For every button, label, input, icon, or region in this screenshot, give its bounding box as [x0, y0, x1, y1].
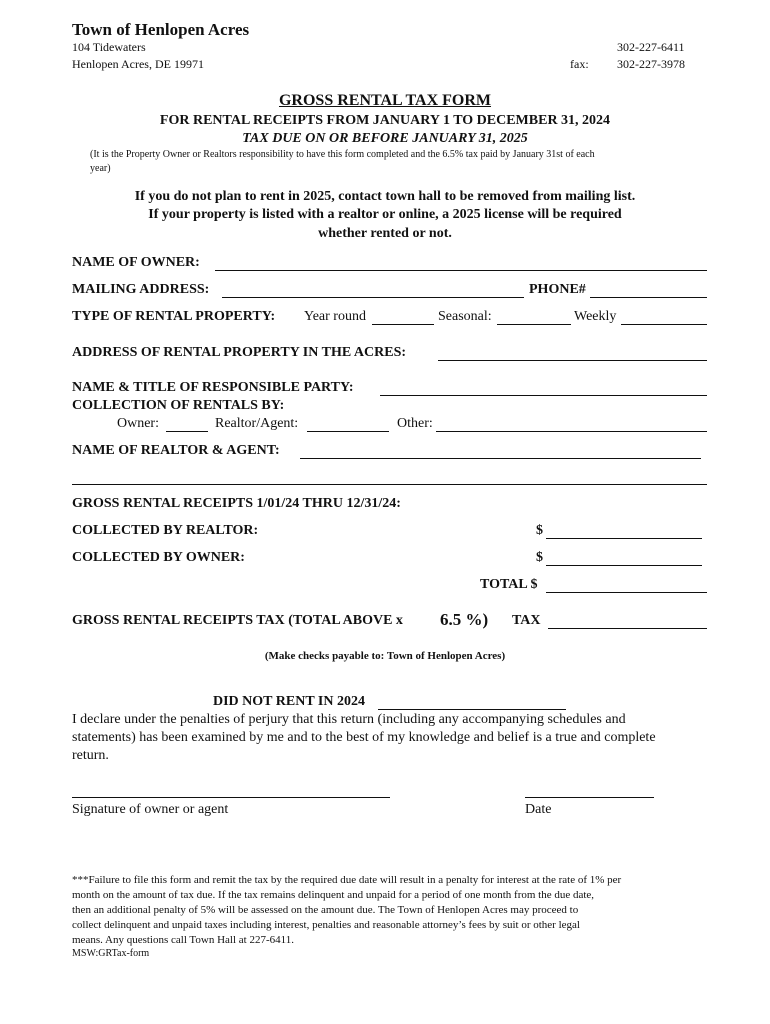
phone-field[interactable] [590, 297, 707, 298]
collection-by-label: COLLECTION OF RENTALS BY: [72, 398, 285, 413]
owner-option-field[interactable] [166, 431, 208, 432]
fax-number: 302-227-3978 [617, 57, 685, 71]
owner-name-label: NAME OF OWNER: [72, 255, 200, 270]
did-not-rent-label: DID NOT RENT IN 2024 [213, 694, 365, 709]
notice-line-2: If your property is listed with a realtor or online, a 2025 license will be required [148, 207, 622, 222]
declaration-line-3: return. [72, 748, 109, 763]
declaration-line-2: statements) has been examined by me and to the best of my knowledge and belief is a true and complete [72, 730, 656, 745]
owner-option-label: Owner: [117, 416, 159, 431]
fax-label: fax: [570, 57, 589, 71]
phone-label: PHONE# [529, 282, 586, 297]
form-due-date: TAX DUE ON OR BEFORE JANUARY 31, 2025 [242, 131, 528, 146]
rental-address-label: ADDRESS OF RENTAL PROPERTY IN THE ACRES: [72, 345, 407, 360]
mailing-address-field[interactable] [222, 297, 524, 298]
signature-field[interactable] [72, 797, 390, 798]
collected-by-owner-label: COLLECTED BY OWNER: [72, 550, 245, 565]
other-option-label: Other: [397, 416, 433, 431]
owner-dollar-sign: $ [536, 550, 543, 565]
realtor-agent-field[interactable] [300, 458, 701, 459]
city-address: Henlopen Acres, DE 19971 [72, 57, 204, 71]
rental-address-field[interactable] [438, 360, 707, 361]
did-not-rent-field[interactable] [378, 709, 566, 710]
seasonal-field[interactable] [497, 324, 571, 325]
year-round-field[interactable] [372, 324, 434, 325]
realtor-dollar-sign: $ [536, 523, 543, 538]
owner-name-field[interactable] [215, 270, 707, 271]
form-code: MSW:GRTax-form [72, 948, 150, 959]
collected-by-owner-field[interactable] [546, 565, 702, 566]
year-round-label: Year round [304, 309, 366, 324]
form-period: FOR RENTAL RECEIPTS FROM JANUARY 1 TO DECEMBER 31, 2024 [159, 113, 611, 128]
penalty-note-line-2: month on the amount of tax due. If the tax remains delinquent and unpaid for a period of one month from the due date, [72, 889, 595, 901]
penalty-note-line-3: then an additional penalty of 5% will be assessed on the amount due. The Town of Henlopen Acres may proceed to [72, 904, 579, 916]
tax-line-label: GROSS RENTAL RECEIPTS TAX (TOTAL ABOVE x [72, 613, 403, 628]
responsible-party-label: NAME & TITLE OF RESPONSIBLE PARTY: [72, 380, 354, 395]
collected-by-realtor-label: COLLECTED BY REALTOR: [72, 523, 259, 538]
town-name: Town of Henlopen Acres [72, 20, 250, 39]
date-label: Date [525, 802, 552, 817]
signature-label: Signature of owner or agent [72, 802, 229, 817]
seasonal-label: Seasonal: [438, 309, 492, 324]
penalty-note-line-5: means. Any questions call Town Hall at 227-6411. [72, 934, 294, 946]
collected-by-realtor-field[interactable] [546, 538, 702, 539]
responsible-party-field[interactable] [380, 395, 707, 396]
notice-line-1: If you do not plan to rent in 2025, contact town hall to be removed from mailing list. [134, 189, 636, 204]
property-type-label: TYPE OF RENTAL PROPERTY: [72, 309, 276, 324]
penalty-note-line-4: collect delinquent and unpaid taxes including interest, penalties and reasonable attorney’s fees by suit or other legal [72, 919, 580, 931]
tax-field[interactable] [548, 628, 707, 629]
responsibility-note: (It is the Property Owner or Realtors responsibility to have this form completed and the 6.5% tax paid by January 31st of each [90, 149, 595, 160]
mailing-address-label: MAILING ADDRESS: [72, 282, 210, 297]
realtor-option-field[interactable] [307, 431, 389, 432]
realtor-option-label: Realtor/Agent: [215, 416, 299, 431]
weekly-label: Weekly [574, 309, 617, 324]
responsibility-note-cont: year) [90, 163, 111, 174]
street-address: 104 Tidewaters [72, 40, 146, 54]
total-field[interactable] [546, 592, 707, 593]
date-field[interactable] [525, 797, 654, 798]
tax-label: TAX [512, 613, 541, 628]
payable-note: (Make checks payable to: Town of Henlopen Acres) [264, 650, 506, 662]
notice-line-3: whether rented or not. [318, 226, 452, 241]
form-title: GROSS RENTAL TAX FORM [278, 92, 492, 109]
total-label: TOTAL $ [480, 577, 538, 592]
realtor-agent-label: NAME OF REALTOR & AGENT: [72, 443, 280, 458]
tax-rate: 6.5 %) [440, 610, 489, 629]
declaration-line-1: I declare under the penalties of perjury that this return (including any accompanying schedules and [72, 712, 626, 727]
weekly-field[interactable] [621, 324, 707, 325]
other-option-field[interactable] [436, 431, 707, 432]
realtor-agent-field-cont[interactable] [72, 484, 707, 485]
phone-number: 302-227-6411 [617, 40, 685, 54]
penalty-note-line-1: ***Failure to file this form and remit the tax by the required due date will result in a penalty for interest at the rate of 1% per [72, 874, 622, 886]
receipts-heading: GROSS RENTAL RECEIPTS 1/01/24 THRU 12/31/24: [72, 496, 401, 511]
